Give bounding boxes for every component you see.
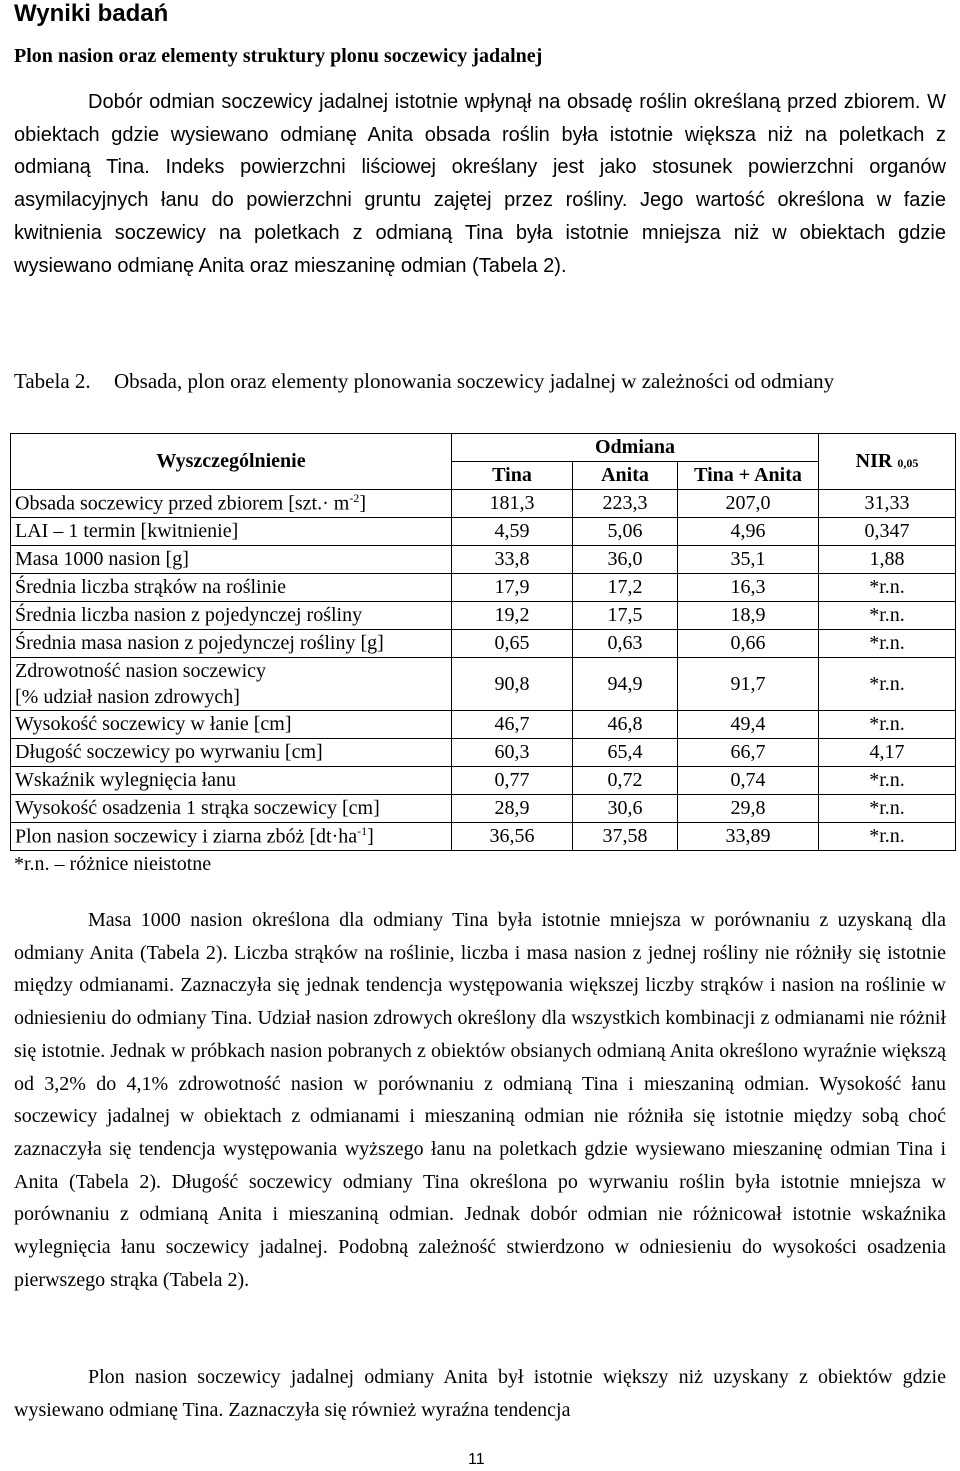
table-caption bbox=[14, 365, 944, 398]
subsection-heading: Plon nasion oraz elementy struktury plonu soczewicy jadalnej bbox=[14, 45, 543, 67]
paragraph-3: Plon nasion soczewicy jadalnej odmiany Anita był istotnie większy niż uzyskany z obiektów gdzie wysiewano odmianę Tina. Zaznaczyła się również wyraźna tendencja bbox=[14, 1366, 946, 1421]
table-row bbox=[11, 490, 956, 518]
row-label-text: Wysokość osadzenia 1 strąka soczewicy [cm] bbox=[15, 797, 380, 819]
table-row bbox=[11, 658, 956, 711]
value-cell: 49,4 bbox=[678, 711, 819, 739]
column-header: Tina + Anita bbox=[678, 462, 819, 490]
value-cell: 65,4 bbox=[573, 739, 678, 767]
row-label-line2: [% udział nasion zdrowych] bbox=[15, 686, 240, 708]
value-cell: 16,3 bbox=[678, 574, 819, 602]
value-cell: 0,66 bbox=[678, 630, 819, 658]
value-cell: 0,65 bbox=[452, 630, 573, 658]
value-cell: 17,9 bbox=[452, 574, 573, 602]
value-cell: 91,7 bbox=[678, 658, 819, 711]
row-label-suffix: ] bbox=[367, 825, 374, 848]
table-row bbox=[11, 602, 956, 630]
row-label-text: Plon nasion soczewicy i ziarna zbóż [dt·ha bbox=[15, 825, 358, 848]
nir-cell: *r.n. bbox=[819, 658, 956, 711]
table-row bbox=[11, 711, 956, 739]
row-label bbox=[11, 574, 452, 602]
column-header: Tina bbox=[452, 462, 573, 490]
table-caption-number: Tabela 2. bbox=[14, 369, 91, 393]
row-label bbox=[11, 823, 452, 851]
value-cell: 19,2 bbox=[452, 602, 573, 630]
row-label-superscript: -2 bbox=[349, 491, 360, 506]
value-cell: 18,9 bbox=[678, 602, 819, 630]
nir-cell: *r.n. bbox=[819, 574, 956, 602]
row-label bbox=[11, 795, 452, 823]
paragraph-2: Masa 1000 nasion określona dla odmiany Tina była istotnie mniejsza w porównaniu z uzyskaną dla odmiany Anita (Tabela 2). Liczba strąków na roślinie, liczba i masa nasion z jednej rośliny nie różniły się istotnie między odmianami. Zaznaczyła się jednak tendencja występowania większej liczby strąków i nasion na roślinie w odniesieniu do odmiany Tina. Udział nasion zdrowych określony dla wszystkich kombinacji z odmianami nie różnił się istotnie. Jednak w próbkach nasion pobranych z obiektów obsianych odmianą Anita określono wyraźnie większą od 3,2% do 4,1% zdrowotność nasion w porównaniu z odmianą Tina i mieszaniną odmian. Wysokość łanu soczewicy jadalnej w obiektach z odmianami i mieszaniną odmian nie różniła się istotnie między sobą choć zaznaczyła się tendencja występowania wyższego łanu na poletkach gdzie wysiewano mieszaninę odmian Tina i Anita (Tabela 2). Długość soczewicy odmiany Tina określona po wyrwaniu roślin była istotnie mniejsza w porównaniu z odmianą Anita i mieszaniną odmian. Jednak dobór odmian nie różnicował istotnie wskaźnika wylegnięcia łanu soczewicy jadalnej. Podobną zależność stwierdzono w odniesieniu do wysokości osadzenia pierwszego strąka (Tabela 2). bbox=[14, 909, 946, 1291]
row-label-suffix: ] bbox=[359, 492, 366, 515]
header-label: Wyszczególnienie bbox=[11, 434, 452, 490]
value-cell: 181,3 bbox=[452, 490, 573, 518]
value-cell: 37,58 bbox=[573, 823, 678, 851]
header-nir-label: NIR bbox=[855, 450, 893, 472]
value-cell: 207,0 bbox=[678, 490, 819, 518]
table-row bbox=[11, 518, 956, 546]
value-cell: 35,1 bbox=[678, 546, 819, 574]
nir-cell: *r.n. bbox=[819, 767, 956, 795]
value-cell: 5,06 bbox=[573, 518, 678, 546]
table-caption-text: Obsada, plon oraz elementy plonowania soczewicy jadalnej w zależności od odmiany bbox=[114, 369, 835, 393]
value-cell: 223,3 bbox=[573, 490, 678, 518]
value-cell: 17,5 bbox=[573, 602, 678, 630]
row-label-text: Średnia liczba nasion z pojedynczej rośliny bbox=[15, 604, 363, 626]
nir-cell: 1,88 bbox=[819, 546, 956, 574]
row-label-text: Długość soczewicy po wyrwaniu [cm] bbox=[15, 741, 323, 763]
value-cell: 0,77 bbox=[452, 767, 573, 795]
row-label-text: Średnia liczba strąków na roślinie bbox=[15, 576, 287, 598]
table-body bbox=[11, 490, 956, 851]
page-number: 11 bbox=[468, 1451, 485, 1468]
nir-cell: *r.n. bbox=[819, 711, 956, 739]
value-cell: 4,59 bbox=[452, 518, 573, 546]
row-label bbox=[11, 739, 452, 767]
table-row bbox=[11, 767, 956, 795]
value-cell: 90,8 bbox=[452, 658, 573, 711]
table-row bbox=[11, 795, 956, 823]
row-label-text: Wysokość soczewicy w łanie [cm] bbox=[15, 713, 292, 735]
value-cell: 36,0 bbox=[573, 546, 678, 574]
header-nir-sub: 0,05 bbox=[897, 456, 919, 470]
value-cell: 33,8 bbox=[452, 546, 573, 574]
header-group: Odmiana bbox=[452, 434, 819, 462]
row-label bbox=[11, 546, 452, 574]
value-cell: 28,9 bbox=[452, 795, 573, 823]
results-table bbox=[10, 433, 956, 851]
value-cell: 33,89 bbox=[678, 823, 819, 851]
row-label-text: LAI – 1 termin [kwitnienie] bbox=[15, 520, 239, 542]
value-cell: 4,96 bbox=[678, 518, 819, 546]
section-heading: Wyniki badań bbox=[14, 0, 169, 27]
nir-cell: 0,347 bbox=[819, 518, 956, 546]
row-label-text: Wskaźnik wylegnięcia łanu bbox=[15, 769, 237, 791]
header-nir bbox=[819, 434, 956, 490]
row-label bbox=[11, 518, 452, 546]
row-label bbox=[11, 630, 452, 658]
row-label-text: Masa 1000 nasion [g] bbox=[15, 548, 189, 570]
row-label-text: Średnia masa nasion z pojedynczej rośliny [g] bbox=[15, 632, 384, 654]
nir-cell: *r.n. bbox=[819, 823, 956, 851]
row-label-text: Obsada soczewicy przed zbiorem [szt.· m bbox=[15, 492, 350, 515]
table-row bbox=[11, 739, 956, 767]
value-cell: 30,6 bbox=[573, 795, 678, 823]
value-cell: 46,7 bbox=[452, 711, 573, 739]
table-note: *r.n. – różnice nieistotne bbox=[14, 853, 212, 875]
nir-cell: *r.n. bbox=[819, 795, 956, 823]
row-label-superscript: -1 bbox=[357, 824, 368, 839]
row-label-text: Zdrowotność nasion soczewicy bbox=[15, 660, 267, 682]
row-label bbox=[11, 767, 452, 795]
value-cell: 66,7 bbox=[678, 739, 819, 767]
value-cell: 60,3 bbox=[452, 739, 573, 767]
value-cell: 0,74 bbox=[678, 767, 819, 795]
value-cell: 0,72 bbox=[573, 767, 678, 795]
row-label bbox=[11, 490, 452, 518]
nir-cell: *r.n. bbox=[819, 630, 956, 658]
nir-cell: 4,17 bbox=[819, 739, 956, 767]
nir-cell: *r.n. bbox=[819, 602, 956, 630]
value-cell: 94,9 bbox=[573, 658, 678, 711]
value-cell: 0,63 bbox=[573, 630, 678, 658]
nir-cell: 31,33 bbox=[819, 490, 956, 518]
row-label bbox=[11, 711, 452, 739]
value-cell: 46,8 bbox=[573, 711, 678, 739]
paragraph-1: Dobór odmian soczewicy jadalnej istotnie wpłynął na obsadę roślin określaną przed zbiorem. W obiektach gdzie wysiewano odmianę Anita obsada roślin była istotnie większa niż na poletkach z odmianą Tina. Indeks powierzchni liściowej określany jest jako stosunek powierzchni organów asymilacyjnych łanu do powierzchni gruntu zajętej przez rośliny. Jego wartość określona w fazie kwitnienia soczewicy na poletkach z odmianą Tina była istotnie mniejsza niż w obiektach gdzie wysiewano odmianę Anita oraz mieszaninę odmian (Tabela 2). bbox=[14, 91, 946, 277]
value-cell: 36,56 bbox=[452, 823, 573, 851]
row-label bbox=[11, 658, 452, 711]
value-cell: 17,2 bbox=[573, 574, 678, 602]
table-row bbox=[11, 823, 956, 851]
table-row bbox=[11, 574, 956, 602]
table-row bbox=[11, 630, 956, 658]
value-cell: 29,8 bbox=[678, 795, 819, 823]
row-label bbox=[11, 602, 452, 630]
table-row bbox=[11, 546, 956, 574]
column-header: Anita bbox=[573, 462, 678, 490]
